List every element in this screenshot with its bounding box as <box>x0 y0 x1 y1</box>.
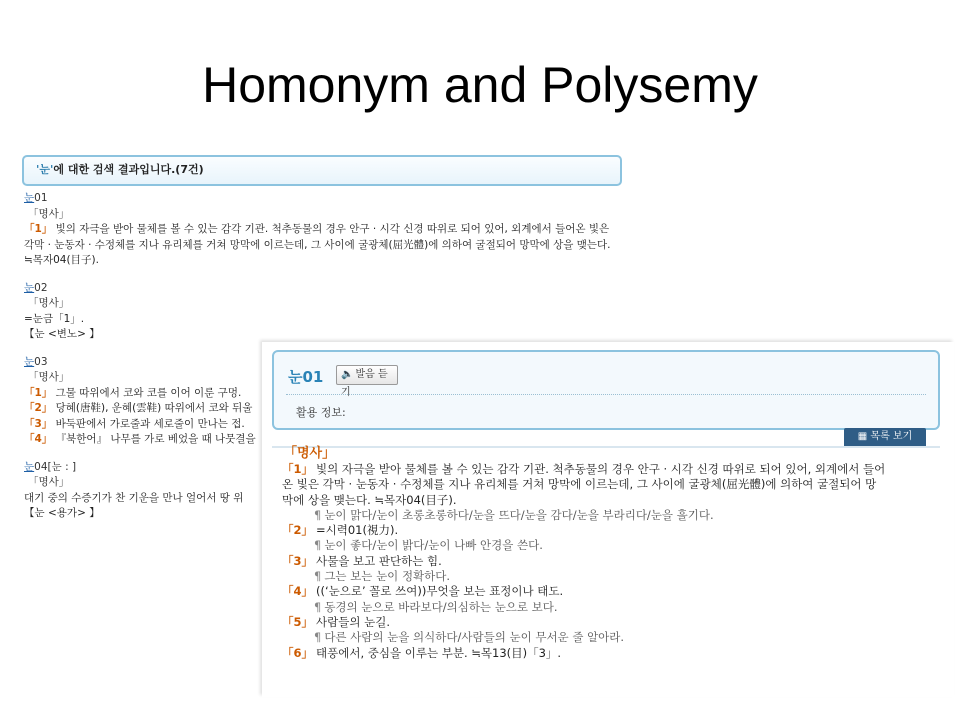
usage-example <box>282 538 942 553</box>
sense-definition <box>282 523 942 538</box>
result-headword-link[interactable]: 눈 <box>24 355 35 368</box>
sense-definition <box>282 462 942 477</box>
sense-list <box>282 462 942 661</box>
listen-label: 발음 듣기 <box>341 369 388 398</box>
result-homonym-number: 01 <box>34 192 48 204</box>
sense-text: ((‘눈으로’ 꼴로 쓰여))무엇을 보는 표정이나 태도. <box>316 584 564 599</box>
result-pos: 「명사」 <box>28 297 70 309</box>
example-marker-icon: ¶ <box>314 599 322 614</box>
example-marker-icon: ¶ <box>314 507 322 522</box>
listen-pronunciation-button[interactable] <box>336 365 398 398</box>
example-marker-icon: ¶ <box>314 630 322 645</box>
result-definition-line <box>24 312 619 328</box>
usage-example <box>282 630 942 645</box>
usage-example <box>282 600 942 615</box>
sense-text: 사람들의 눈길. <box>316 614 390 629</box>
part-of-speech: 「명사」 <box>284 446 336 461</box>
sense-number: 「3」 <box>24 417 53 430</box>
sense-text: 태풍에서, 중심을 이루는 부분. ≒목13(目)「3」. <box>316 645 562 660</box>
sense-text: 빛의 자극을 받아 물체를 볼 수 있는 감각 기관. 척추동물의 경우 안구 · 시각 신경 따위로 되어 있어, 외계에서 들어 <box>316 462 886 476</box>
sense-text-continued: 막에 상을 맺는다. ≒목자04(目子). <box>282 492 457 507</box>
sense-text: =시력01(視力). <box>316 523 399 538</box>
sense-number: 「2」 <box>24 402 53 414</box>
definition-text: =눈금「1」. <box>24 312 85 325</box>
sense-text: 사물을 보고 판단하는 힘. <box>316 553 442 568</box>
sense-number: 「2」 <box>282 523 314 538</box>
example-text: 눈이 좋다/눈이 밝다/눈이 나빠 안경을 쓴다. <box>324 538 543 553</box>
sense-definition <box>282 554 942 569</box>
definition-text: 『북한어』 나무를 가로 베었을 때 나뭇결을 <box>52 433 256 445</box>
definition-text: 그물 따위에서 코와 코를 이어 이룬 구멍. <box>52 386 242 399</box>
sense-number: 「1」 <box>282 462 314 476</box>
usage-example <box>282 569 942 584</box>
result-entry <box>24 191 619 269</box>
definition-text: 빛의 자극을 받아 물체를 볼 수 있는 감각 기관. 척추동물의 경우 안구 · 시각 신경 따위로 되어 있어, 외계에서 들어온 빛은 각막 · 눈동자 · 수정체를 지나 유리체를 거쳐 망막에 이르는데, 그 사이에 굴광체(屈光體)에 의하여 굴절되어 망막에 상을 맺는다. ≒목자04(目子). <box>24 223 611 266</box>
sense-number: 「1」 <box>24 223 53 235</box>
sense-number: 「5」 <box>282 614 314 629</box>
sense-text-continued: 온 빛은 각막 · 눈동자 · 수정체를 지나 유리체를 거쳐 망막에 이르는데, 그 사이에 굴광체(屈光體)에 의하여 굴절되어 망 <box>282 477 877 492</box>
result-headword-link[interactable]: 눈 <box>24 460 35 473</box>
sense-number: 「1」 <box>24 386 53 399</box>
result-headword-link[interactable]: 눈 <box>24 192 35 204</box>
definition-text: 【눈 <용가> 】 <box>24 507 100 519</box>
result-pos: 「명사」 <box>28 476 70 488</box>
sense-definition <box>282 615 942 630</box>
result-entry <box>24 281 619 343</box>
example-marker-icon: ¶ <box>314 569 322 584</box>
entry-detail-panel <box>262 342 954 697</box>
sense-number: 「4」 <box>282 584 314 599</box>
example-marker-icon: ¶ <box>314 538 322 553</box>
view-list-button[interactable] <box>844 428 926 446</box>
usage-info-label: 활용 정보: <box>296 406 346 419</box>
definition-text: 바둑판에서 가로줄과 세로줄이 만나는 접. <box>52 417 245 430</box>
list-button-label: 목록 보기 <box>870 431 913 442</box>
example-text: 다른 사람의 눈을 의식하다/사람들의 눈이 무서운 줄 알아라. <box>324 630 625 645</box>
results-header <box>22 155 622 186</box>
sense-number: 「3」 <box>282 553 314 568</box>
entry-headword: 눈01 <box>288 368 324 386</box>
sense-number: 「4」 <box>24 433 53 445</box>
results-count-text: 에 대한 검색 결과입니다.(7건) <box>53 163 204 176</box>
entry-header-box <box>272 350 940 430</box>
sense-definition <box>282 646 942 661</box>
result-homonym-number: 02 <box>34 281 48 294</box>
example-text: 동경의 눈으로 바라보다/의심하는 눈으로 보다. <box>324 599 558 614</box>
definition-text: 【눈 <변노> 】 <box>24 328 100 340</box>
slide-title: Homonym and Polysemy <box>202 57 758 113</box>
tab-bar-line <box>272 446 940 448</box>
result-definition-line <box>24 222 619 269</box>
example-text: 그는 보는 눈이 정확하다. <box>324 569 451 584</box>
sense-number: 「6」 <box>282 645 314 660</box>
result-pos: 「명사」 <box>28 371 70 383</box>
list-icon: ▦ <box>857 431 868 442</box>
usage-example <box>282 508 942 523</box>
result-definition-line <box>24 327 619 343</box>
sense-definition <box>282 584 942 599</box>
definition-text: 대기 중의 수증기가 찬 기운을 만나 얼어서 땅 위 <box>24 491 244 504</box>
result-homonym-number: 03 <box>34 355 48 368</box>
divider <box>286 394 926 395</box>
definition-text: 당혜(唐鞋), 운혜(雲鞋) 따위에서 코와 뒤울 <box>52 402 253 414</box>
results-query: '눈' <box>36 163 54 176</box>
result-homonym-number: 04[눈 : ] <box>34 460 77 473</box>
result-pos: 「명사」 <box>28 207 70 220</box>
example-text: 눈이 맑다/눈이 초롱초롱하다/눈을 뜨다/눈을 감다/눈을 부라리다/눈을 흘기다. <box>324 507 714 522</box>
result-headword-link[interactable]: 눈 <box>24 281 35 294</box>
speaker-icon: 🔈 <box>341 369 354 380</box>
